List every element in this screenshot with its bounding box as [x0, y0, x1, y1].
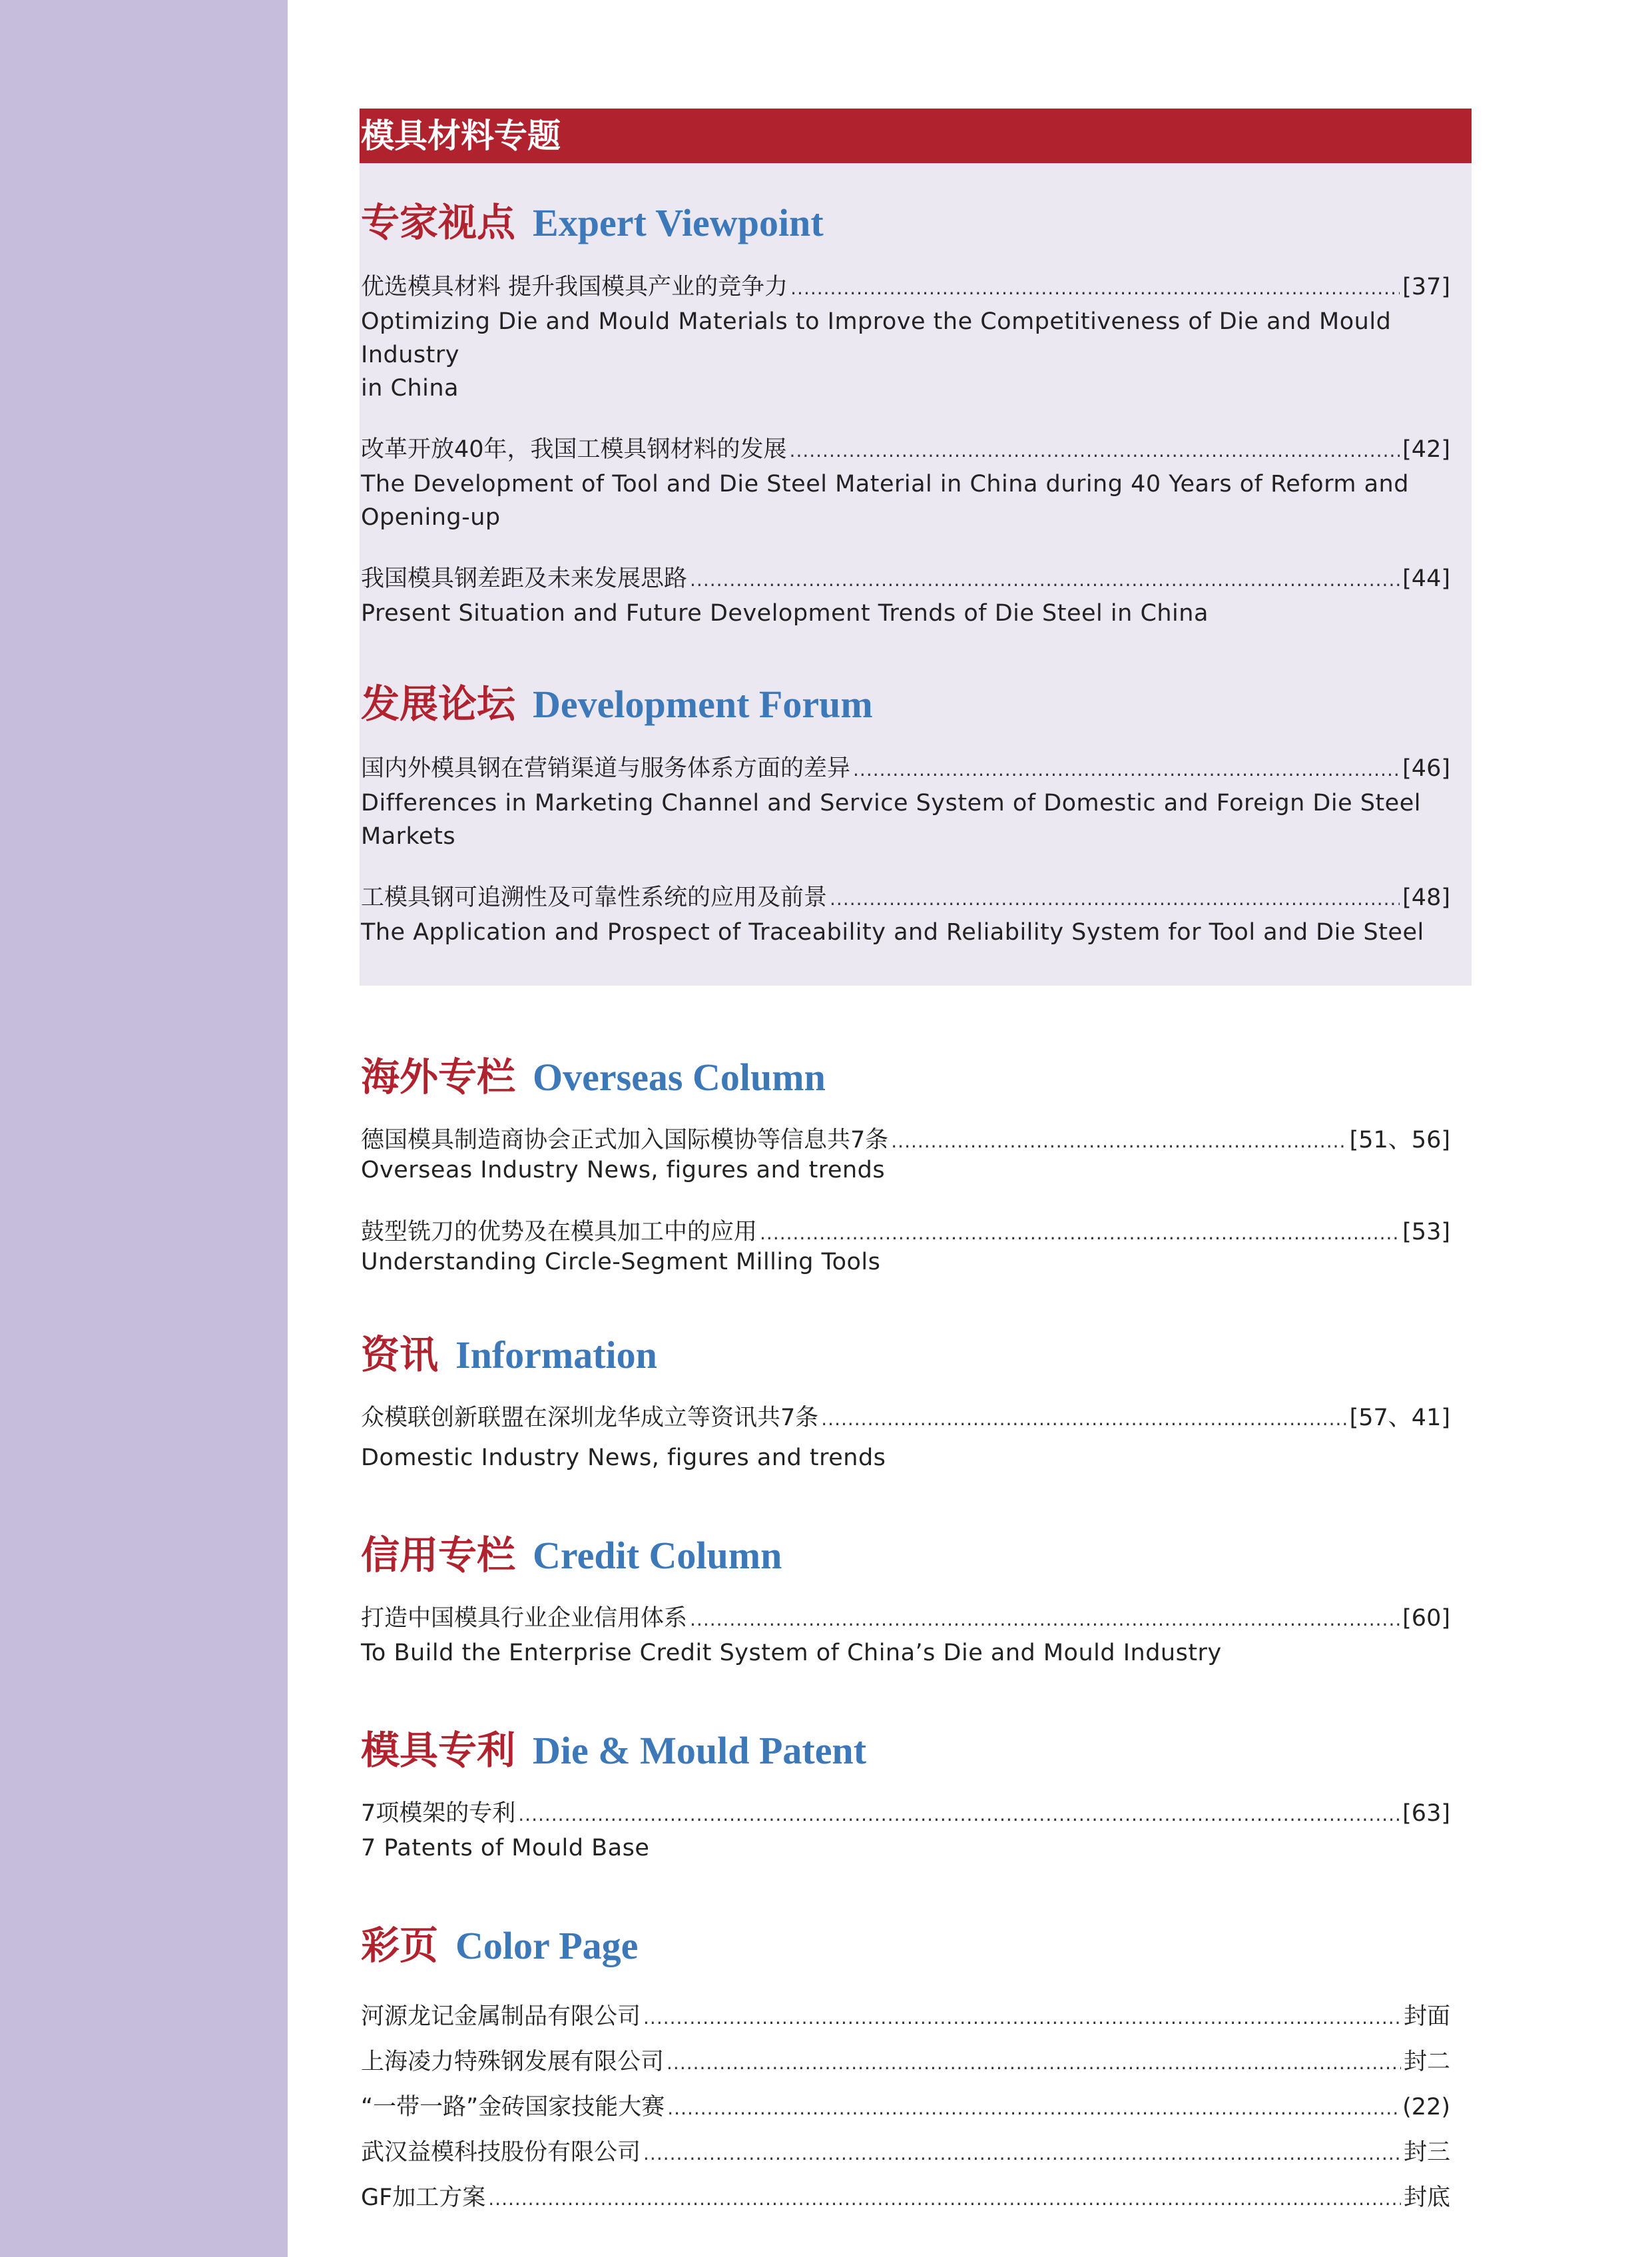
table-of-contents: [360, 109, 1472, 2221]
entry-page: (22): [1402, 2094, 1450, 2120]
entry-page: 封面: [1403, 2003, 1450, 2030]
section-title-cn: 彩页: [361, 1923, 439, 1968]
entry-page: [60]: [1402, 1605, 1450, 1632]
entry-page: [53]: [1402, 1219, 1450, 1245]
entry-title-en: The Application and Prospect of Traceability and Reliability System for Tool and Die Steel: [361, 919, 1424, 946]
entry-title-cn: 鼓型铣刀的优势及在模具加工中的应用: [361, 1219, 758, 1245]
leader-dots: [667, 2086, 1400, 2130]
leader-dots: [518, 1798, 1400, 1831]
entry-title-en: Domestic Industry News, figures and trends: [361, 1445, 886, 1471]
leader-dots: [643, 1995, 1401, 2040]
entry-title-en-cont: in China: [361, 375, 459, 402]
entry-page: [48]: [1402, 884, 1450, 911]
toc-entry[interactable]: [361, 881, 1472, 949]
leader-dots: [667, 2041, 1401, 2085]
section-title-cn: 发展论坛: [361, 681, 516, 727]
section-title-en: Expert Viewpoint: [533, 201, 824, 244]
entry-page: [44]: [1402, 565, 1450, 592]
leader-dots: [790, 272, 1400, 305]
section-title-cn: 专家视点: [361, 200, 516, 245]
section-title-en: Development Forum: [533, 683, 873, 726]
leader-dots: [830, 882, 1400, 916]
entry-title-en: 7 Patents of Mould Base: [361, 1835, 650, 1861]
section-heading-expert: [361, 200, 1472, 245]
toc-entry[interactable]: [361, 2176, 1472, 2221]
toc-entry[interactable]: [361, 752, 1472, 853]
section-title-en: Die & Mould Patent: [533, 1729, 867, 1772]
entry-page: [63]: [1402, 1800, 1450, 1827]
entry-title-cn: 改革开放40年，我国工模具钢材料的发展: [361, 436, 787, 463]
section-heading-forum: [361, 681, 1472, 727]
entry-page: 封底: [1403, 2184, 1450, 2211]
entry-title-en-cont: Opening-up: [361, 504, 501, 531]
entry-page: [42]: [1402, 436, 1450, 463]
section-title-en: Color Page: [455, 1924, 639, 1967]
section-title-en: Credit Column: [533, 1534, 782, 1577]
entry-title-en: Overseas Industry News, figures and trends: [361, 1157, 886, 1183]
entry-title-cn: 武汉益模科技股份有限公司: [361, 2139, 641, 2166]
entry-title-en: To Build the Enterprise Credit System of China’s Die and Mould Industry: [361, 1640, 1222, 1666]
section-heading-overseas: [361, 1054, 1472, 1100]
leader-dots: [690, 1603, 1400, 1636]
leader-dots: [488, 2176, 1401, 2221]
entry-title-cn: 国内外模具钢在营销渠道与服务体系方面的差异: [361, 755, 851, 782]
toc-entry[interactable]: [361, 2085, 1472, 2130]
toc-entry[interactable]: [361, 1401, 1472, 1474]
toc-entry[interactable]: [361, 1215, 1472, 1274]
entry-title-cn: 德国模具制造商协会正式加入国际模协等信息共7条: [361, 1127, 889, 1153]
section-heading-info: [361, 1332, 1472, 1377]
entry-page: 封二: [1403, 2049, 1450, 2075]
toc-entry[interactable]: [361, 1602, 1472, 1670]
leader-dots: [690, 563, 1400, 597]
entry-page: [46]: [1402, 755, 1450, 782]
entry-title-en: Differences in Marketing Channel and Service System of Domestic and Foreign Die Steel Markets: [361, 790, 1421, 850]
leader-dots: [853, 753, 1400, 787]
toc-entry[interactable]: [361, 1797, 1472, 1865]
toc-entry[interactable]: [361, 2130, 1472, 2176]
topic-banner: 模具材料专题: [360, 109, 1472, 163]
section-title-en: Overseas Column: [533, 1056, 826, 1099]
toc-entry[interactable]: [361, 270, 1472, 405]
entry-title-cn: “一带一路”金砖国家技能大赛: [361, 2094, 665, 2120]
entry-title-en: Optimizing Die and Mould Materials to Improve the Competitiveness of Die and Mould Industry: [361, 308, 1392, 368]
entry-title-cn: 众模联创新联盟在深圳龙华成立等资讯共7条: [361, 1405, 819, 1431]
section-title-cn: 模具专利: [361, 1728, 516, 1773]
section-heading-credit: [361, 1532, 1472, 1578]
entry-title-en: Present Situation and Future Development Trends of Die Steel in China: [361, 600, 1209, 627]
entry-title-cn: GF加工方案: [361, 2184, 486, 2211]
entry-page: [37]: [1402, 274, 1450, 300]
leader-dots: [891, 1125, 1346, 1158]
entry-title-cn: 优选模具材料 提升我国模具产业的竞争力: [361, 274, 788, 300]
leader-dots: [643, 2131, 1401, 2176]
section-title-en: Information: [455, 1333, 657, 1377]
other-sections: [360, 1054, 1472, 2221]
entry-title-cn: 上海凌力特殊钢发展有限公司: [361, 2049, 665, 2075]
entry-page: [57、41]: [1349, 1405, 1450, 1431]
toc-entry[interactable]: [361, 1995, 1472, 2040]
section-title-cn: 信用专栏: [361, 1532, 516, 1578]
leader-dots: [760, 1217, 1400, 1250]
entry-title-cn: 河源龙记金属制品有限公司: [361, 2003, 641, 2030]
toc-entry[interactable]: [361, 2040, 1472, 2085]
topic-panel: [360, 163, 1472, 986]
entry-title-en: The Development of Tool and Die Steel Material in China during 40 Years of Reform and: [361, 471, 1409, 497]
toc-entry[interactable]: [361, 562, 1472, 630]
section-title-cn: 海外专栏: [361, 1054, 516, 1100]
entry-title-cn: 工模具钢可追溯性及可靠性系统的应用及前景: [361, 884, 828, 911]
toc-entry[interactable]: [361, 1124, 1472, 1182]
leader-dots: [790, 434, 1400, 468]
sidebar-stripe: [0, 0, 288, 2257]
entry-title-cn: 我国模具钢差距及未来发展思路: [361, 565, 688, 592]
toc-entry[interactable]: [361, 433, 1472, 534]
section-title-cn: 资讯: [361, 1332, 439, 1377]
entry-title-cn: 打造中国模具行业企业信用体系: [361, 1605, 688, 1632]
section-heading-patent: [361, 1728, 1472, 1773]
entry-page: 封三: [1403, 2139, 1450, 2166]
entry-page: [51、56]: [1349, 1127, 1450, 1153]
section-heading-color: [361, 1923, 1472, 1968]
entry-title-en: Understanding Circle-Segment Milling Tools: [361, 1249, 881, 1275]
entry-title-cn: 7项模架的专利: [361, 1800, 516, 1827]
leader-dots: [821, 1403, 1346, 1436]
